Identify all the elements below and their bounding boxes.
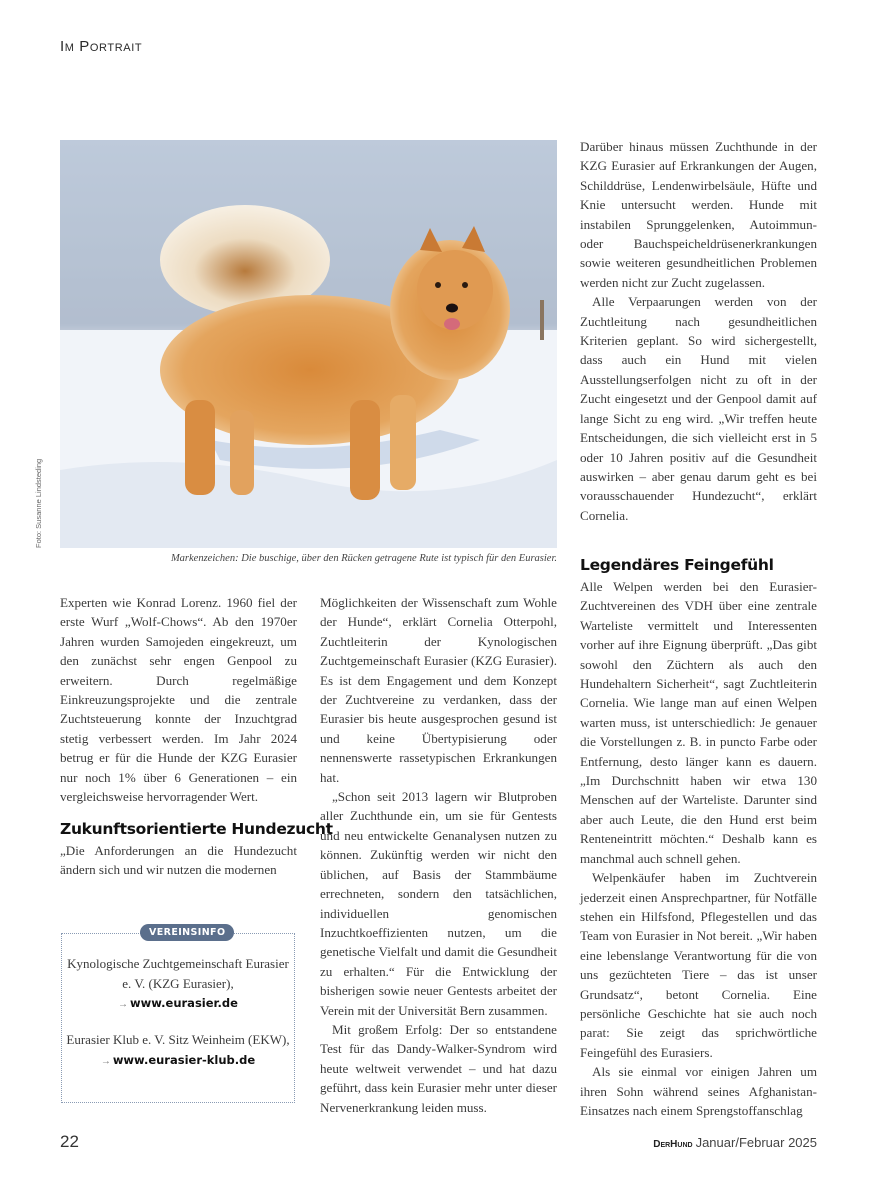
column-3 <box>580 137 817 525</box>
link-eurasier-de[interactable]: www.eurasier.de <box>130 996 238 1010</box>
paragraph: Als sie einmal vor einigen Jahren um ihren Sohn während seines Afghanistan-Einsatzes nach einem Sprengstoffanschlag <box>580 1064 817 1118</box>
photo-caption: Markenzeichen: Die buschige, über den Rücken getragene Rute ist typisch für den Eurasier. <box>170 553 557 564</box>
eurasier-dog-image <box>60 140 557 548</box>
info-entry-ekw <box>62 1030 294 1071</box>
paragraph: Mit großem Erfolg: Der so entstandene Test für das Dandy-Walker-Syndrom wird heute weltweit verwendet – und hat dazu geführt, dass kein Eurasier mehr unter dieser Nervenerkrankung leiden muss. <box>320 1021 557 1115</box>
heading-legendaeres-feingefuehl: Legendäres Feingefühl <box>580 556 774 574</box>
info-entry-text: Kynologische Zuchtgemeinschaft Eurasier e. V. (KZG Eurasier), <box>67 956 289 991</box>
paragraph: Welpenkäufer haben im Zuchtverein jederzeit einen Ansprechpartner, für Notfälle stehen ein Hilfsfond, Pflegestellen und das Team von Eurasier in Not bereit. „Wir haben eine lebenslange Verantwortung für die von uns gezüchteten Tiere – das ist unser Grundsatz“, betont Cornelia. Eine persönliche Geschichte hat sie auch noch parat: Sie zeigt das sprichwörtliche Feingefühl des Eurasiers. <box>580 870 817 1060</box>
issue-date: Januar/Februar 2025 <box>695 1135 817 1150</box>
link-eurasier-klub-de[interactable]: www.eurasier-klub.de <box>112 1052 256 1067</box>
paragraph: Alle Welpen werden bei den Eurasier-Zuchtvereinen des VDH über eine zentrale Warteliste vermittelt und Interessenten vorher auf ihre Eignung überprüft. „Das gibt sowohl den Züchtern als auch den Hundehaltern Sicherheit“, sagt Zuchtleiterin Cornelia. Wie lange man auf einen Welpen warten muss, ist unterschiedlich: Je genauer die Vorstellungen z. B. in puncto Farbe oder Entfernung, desto länger kann es dauern. „Im Durchschnitt haben wir etwa 130 Menschen auf der Warteliste. Darunter sind aber auch Leute, die den Hund erst beim Renteneintritt möchten.“ Deshalb kann es manchmal auch schnell gehen. <box>580 579 817 866</box>
paragraph: Darüber hinaus müssen Zuchthunde in der KZG Eurasier auf Erkrankungen der Augen, Schilddrüse, Lendenwirbelsäule, Hüfte und Knie untersucht werden. Hunde mit instabilen Sprunggelenken, Autoimmun- oder Bauchspeicheldrüsenerkrankungen sowie weiteren gesundheitlichen Problemen werden nicht zur Zucht zugelassen. <box>580 139 817 290</box>
vereinsinfo-badge: VEREINSINFO <box>140 924 234 941</box>
paragraph: Möglichkeiten der Wissenschaft zum Wohle der Hunde“, erklärt Cornelia Otterpohl, Zuchtleiterin der Kynologischen Zuchtgemeinschaft Eurasier (KZG Eurasier). Es ist dem Engagement und dem Konzept der Zuchtvereine zu verdanken, dass der Eurasier bis heute ausgesprochen gesund ist und keine Übertypisierung oder nennenswerte rassetypischen Erkrankungen hat. <box>320 595 557 785</box>
paragraph: Alle Verpaarungen werden von der Zuchtleitung nach gesundheitlichen Kriterien geplant. So wird sichergestellt, dass auch ein Hund mit vielen Ausstellungserfolgen nicht zu oft in der Zucht eingesetzt und der Genpool damit auf lange Sicht zu eng wird. „Wir treffen heute Entscheidungen, die sich vielleicht erst in 5 oder 10 Jahren positiv auf die Gesundheit auswirken – aber genau darum geht es bei vorausschauender Hundezucht“, erklärt Cornelia. <box>580 294 817 523</box>
dog-photo <box>60 140 557 548</box>
paragraph: „Schon seit 2013 lagern wir Blutproben aller Zuchthunde ein, um sie für Gentests und neu entwickelte Genanalysen nutzen zu können. Zukünftig werden wir nicht den üblichen, auf Basis der Stammbäume errechneten, sondern den tatsächlichen, individuellen genomischen Inzuchtkoeffizienten nutzen, um die genetische Vielfalt und damit die Gesundheit zu erhalten.“ Für die Entwicklung der bisherigen sowie neuer Gentests arbeitet der Verein mit der Universität Bern zusammen. <box>320 789 557 1018</box>
photo-credit: Foto: Susanne Lindsteding <box>34 458 43 548</box>
paragraph: „Die Anforderungen an die Hundezucht ändern sich und wir nutzen die modernen <box>60 843 297 878</box>
column-3-continued <box>580 555 817 1120</box>
paragraph: Experten wie Konrad Lorenz. 1960 fiel der erste Wurf „Wolf-Chows“. Ab den 1970er Jahren wurden Samojeden eingekreuzt, um den zunächst sehr engen Genpool zu erweitern. Durch regelmäßige Einkreuzungsprojekte und die zentrale Zuchtsteuerung konnte der Inzuchtgrad stetig verbessert werden. Im Jahr 2024 betrug er für die Hunde der KZG Eurasier nur noch 1% über 6 Generationen – ein vergleichsweise hervorragender Wert. <box>60 595 297 805</box>
info-entry-kzg <box>62 954 294 1015</box>
heading-zukunftsorientierte-hundezucht: Zukunftsorientierte Hundezucht <box>60 820 333 838</box>
section-label: Im Portrait <box>60 38 143 55</box>
page-number: 22 <box>60 1132 79 1151</box>
arrow-right-icon: → <box>100 1055 111 1067</box>
magazine-brand: DerHund <box>653 1139 693 1150</box>
column-1 <box>60 593 297 806</box>
footer-issue <box>653 1135 817 1150</box>
column-1-continued <box>60 841 297 880</box>
vereinsinfo-box <box>61 927 295 1103</box>
column-2 <box>320 593 557 1117</box>
arrow-right-icon: → <box>118 999 129 1010</box>
info-entry-text: Eurasier Klub e. V. Sitz Weinheim (EKW), <box>66 1032 290 1047</box>
